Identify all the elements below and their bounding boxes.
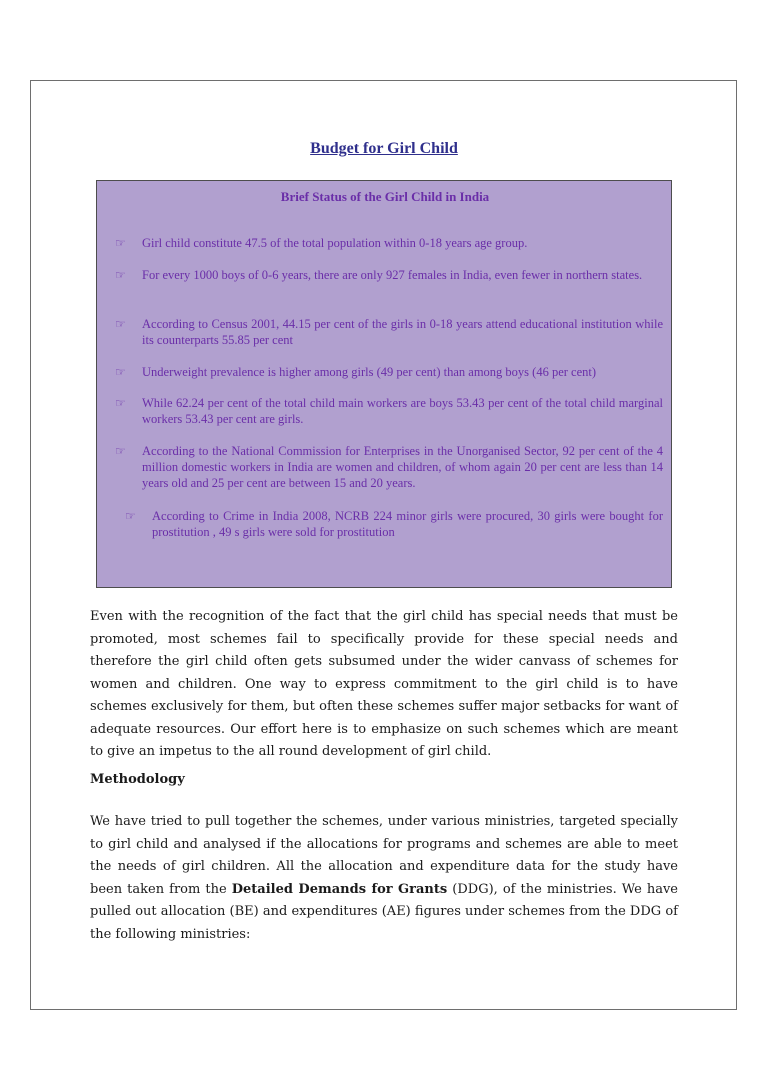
- pointing-hand-icon: ☞: [125, 509, 136, 523]
- status-bullet-text: Underweight prevalence is higher among girls (49 per cent) than among boys (46 per cent): [142, 365, 597, 379]
- pointing-hand-icon: ☞: [115, 268, 126, 282]
- status-bullet-text: While 62.24 per cent of the total child main workers are boys 53.43 per cent of the total child marginal workers 53.43 per cent are girls.: [142, 396, 663, 426]
- intro-paragraph: Even with the recognition of the fact that the girl child has special needs that must be promoted, most schemes fail to specifically provide for these special needs and therefore the girl child often gets subsumed under the wider canvass of schemes for women and children. One way to express commitment to the girl child is to have schemes exclusively for them, but often these schemes suffer major setbacks for want of adequate resources. Our effort here is to emphasize on such schemes which are meant to give an impetus to the all round development of girl child.: [90, 609, 678, 759]
- status-bullet-text: Girl child constitute 47.5 of the total population within 0-18 years age group.: [142, 236, 528, 250]
- page-title: Budget for Girl Child: [310, 140, 458, 157]
- status-bullet-text: For every 1000 boys of 0-6 years, there are only 927 females in India, even fewer in northern states.: [142, 268, 643, 282]
- methodology-text-part2: (DDG), of the ministries. We have pulled out allocation (BE) and expenditures (AE) figures under schemes from the DDG of the following ministries:: [90, 881, 678, 942]
- status-bullet-text: According to Census 2001, 44.15 per cent of the girls in 0-18 years attend educational institution while its counterparts 55.85 per cent: [142, 317, 663, 347]
- methodology-heading: Methodology: [90, 772, 185, 787]
- pointing-hand-icon: ☞: [115, 236, 126, 250]
- status-bullet-text: According to Crime in India 2008, NCRB 224 minor girls were procured, 30 girls were bought for prostitution , 49 s girls were sold for prostitution: [152, 509, 663, 539]
- status-bullet: [115, 235, 663, 251]
- status-bullet: [115, 364, 663, 380]
- status-bullet: [115, 395, 663, 427]
- status-bullet: [115, 316, 663, 348]
- methodology-paragraph: [90, 811, 678, 946]
- pointing-hand-icon: ☞: [115, 365, 126, 379]
- status-bullet: [115, 443, 663, 491]
- pointing-hand-icon: ☞: [115, 444, 126, 458]
- pointing-hand-icon: ☞: [115, 317, 126, 331]
- status-bullet: [115, 267, 663, 283]
- status-box-heading: Brief Status of the Girl Child in India: [280, 189, 490, 204]
- status-bullet-text: According to the National Commission for Enterprises in the Unorganised Sector, 92 per cent of the 4 million domestic workers in India are women and children, of whom again 20 per cent are less than 14 years old and 25 per cent are between 15 and 20 years.: [142, 444, 663, 490]
- ddg-bold-term: Detailed Demands for Grants: [231, 881, 448, 897]
- status-box: [96, 180, 672, 588]
- status-bullet: [125, 508, 663, 540]
- pointing-hand-icon: ☞: [115, 396, 126, 410]
- methodology-text-part1: We have tried to pull together the schemes, under various ministries, targeted specially to girl child and analysed if the allocations for programs and schemes are able to meet the needs of girl children. All the allocation and expenditure data for the study have been taken from the: [90, 814, 678, 897]
